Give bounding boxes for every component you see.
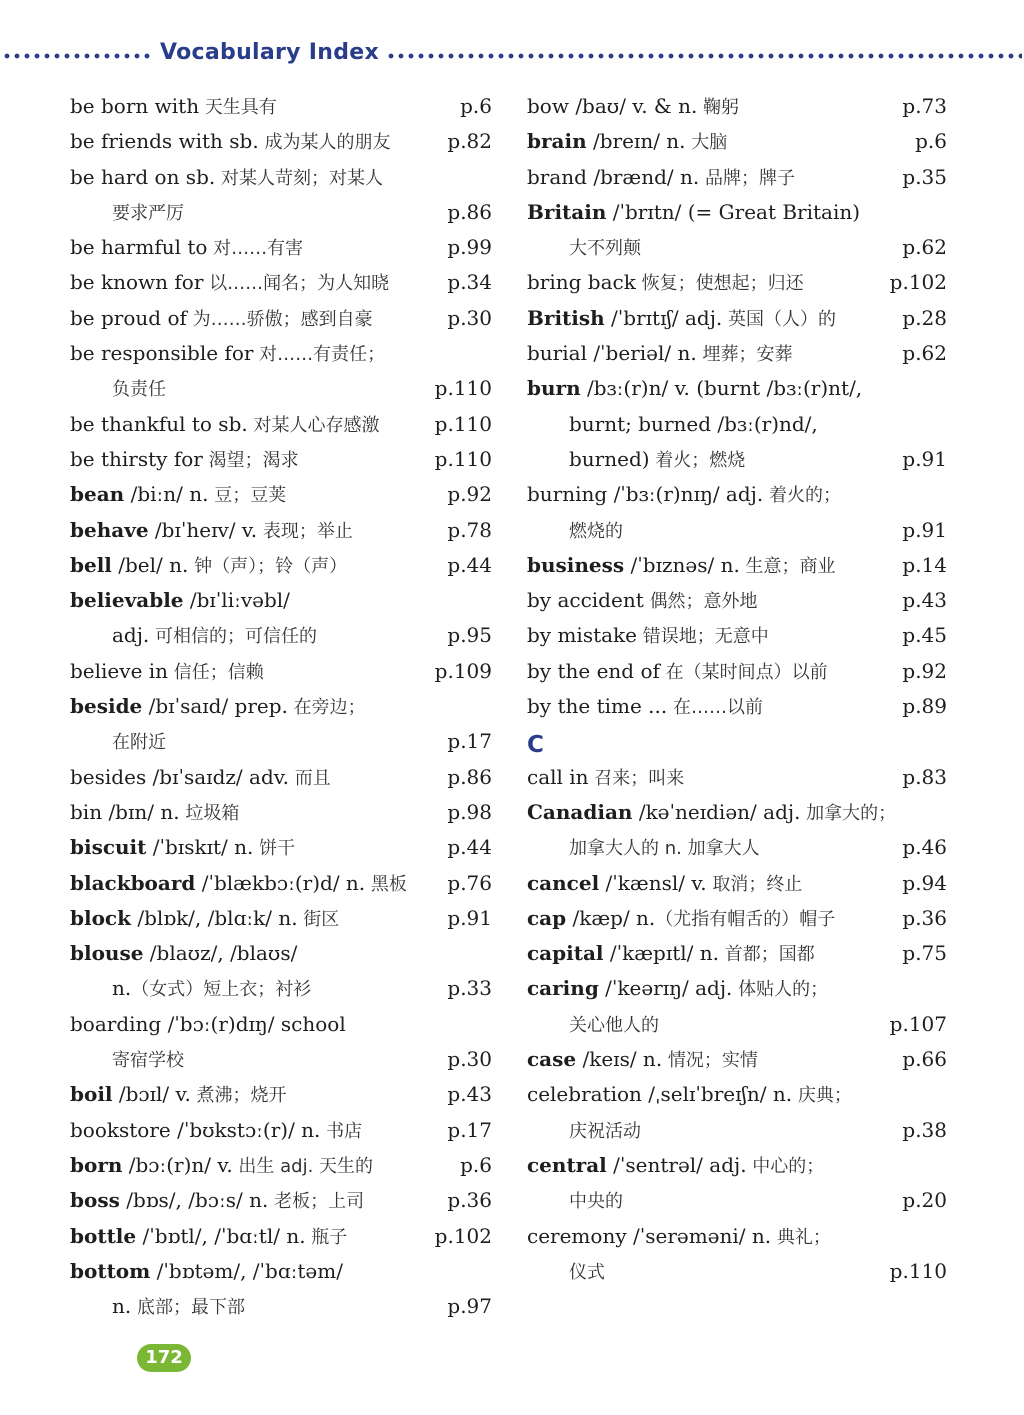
chinese-gloss: 垃圾箱	[179, 802, 240, 824]
index-entry-line	[527, 583, 947, 618]
index-entry-line	[70, 371, 492, 406]
chinese-gloss: 着火；燃烧	[649, 449, 746, 471]
entry-text: /ˈbɒtəm/, /ˈbɑːtəm/	[150, 1258, 343, 1283]
entry-text: n.	[112, 1294, 132, 1319]
chinese-gloss: 恢复；使想起；归还	[635, 273, 804, 295]
page-ref: p.97	[447, 1294, 492, 1319]
entry-text: by the time ...	[527, 694, 668, 719]
page-ref: p.62	[902, 341, 947, 366]
chinese-gloss: 为……骄傲；感到自豪	[186, 308, 373, 330]
entry-text: /bɔː(r)n/ v.	[122, 1152, 233, 1177]
index-entry-line	[527, 230, 947, 265]
page-ref: p.38	[902, 1117, 947, 1142]
entry-text: be responsible for	[70, 341, 254, 366]
entry-text: be friends with sb.	[70, 129, 259, 154]
index-entry-line	[70, 866, 492, 901]
page-ref: p.110	[434, 411, 492, 436]
chinese-gloss: 召来；叫来	[588, 767, 685, 789]
index-entry-line	[527, 901, 947, 936]
index-entry-line	[70, 195, 492, 230]
index-entry-line	[70, 618, 492, 653]
chinese-gloss: 生意；商业	[739, 555, 836, 577]
page-ref: p.98	[447, 799, 492, 824]
headword: block	[70, 905, 131, 930]
headword: bottom	[70, 1258, 151, 1283]
page-ref: p.30	[447, 305, 492, 330]
chinese-gloss: 渴望；渴求	[202, 449, 299, 471]
entry-text: be harmful to	[70, 235, 208, 260]
index-entry-line	[70, 795, 492, 830]
entry-text: /bɪˈliːvəbl/	[183, 588, 290, 613]
chinese-gloss: 英国（人）的	[722, 308, 837, 330]
index-entry-line	[527, 1148, 947, 1183]
page-ref: p.92	[447, 482, 492, 507]
chinese-gloss: 大脑	[685, 132, 728, 154]
index-entry-line	[527, 1007, 947, 1042]
headword: believable	[70, 588, 184, 613]
index-entry-line	[70, 160, 492, 195]
page-ref: p.102	[434, 1223, 492, 1248]
chinese-gloss: 体贴人的；	[732, 979, 829, 1001]
chinese-gloss: 以……闻名；为人知晓	[203, 273, 390, 295]
page-ref: p.89	[902, 694, 947, 719]
index-entry-line	[70, 548, 492, 583]
chinese-gloss: 书店	[320, 1120, 363, 1142]
page-ref: p.46	[902, 835, 947, 860]
index-entry-line	[527, 548, 947, 583]
index-entry-line	[70, 89, 492, 124]
entry-text: /ˈkænsl/ v.	[599, 870, 707, 895]
entry-text: burning /ˈbɜː(r)nɪŋ/ adj.	[527, 482, 764, 507]
chinese-gloss: 庆祝活动	[569, 1120, 641, 1142]
headword: behave	[70, 517, 149, 542]
chinese-gloss: 表现；举止	[257, 520, 353, 542]
page-ref: p.6	[915, 129, 947, 154]
chinese-gloss: 底部；最下部	[131, 1297, 245, 1319]
page-ref: p.110	[889, 1258, 947, 1283]
page-ref: p.91	[902, 517, 947, 542]
entry-text: besides /bɪˈsaɪdz/ adv.	[70, 764, 290, 789]
headword: biscuit	[70, 835, 147, 860]
index-entry-line	[70, 513, 492, 548]
index-entry-line	[527, 160, 947, 195]
chinese-gloss: 豆；豆荚	[208, 485, 287, 507]
index-entry-line	[70, 971, 492, 1006]
entry-text: /blaʊz/, /blaʊs/	[143, 941, 298, 966]
page-ref: p.110	[434, 376, 492, 401]
entry-text: /bel/ n.	[111, 552, 189, 577]
entry-text: by accident	[527, 588, 644, 613]
index-entry-line	[527, 477, 947, 512]
dotted-rule-left	[2, 53, 150, 59]
page-ref: p.86	[447, 764, 492, 789]
page-ref: p.6	[460, 1152, 492, 1177]
chinese-gloss: 取消；终止	[706, 873, 803, 895]
index-entry-line	[70, 583, 492, 618]
page-title: Vocabulary Index	[160, 40, 379, 65]
headword: blackboard	[70, 870, 196, 895]
page-ref: p.102	[889, 270, 947, 295]
index-entry-line	[70, 654, 492, 689]
entry-text: burned)	[569, 446, 650, 471]
chinese-gloss: 在……以前	[667, 697, 763, 719]
index-entry-line	[527, 371, 947, 406]
entry-text: burial /ˈberiəl/ n.	[527, 341, 697, 366]
page-ref: p.43	[902, 588, 947, 613]
index-entry-line	[70, 724, 492, 759]
index-entry-line	[527, 795, 947, 830]
page-ref: p.28	[902, 305, 947, 330]
entry-text: be hard on sb.	[70, 164, 216, 189]
page-ref: p.62	[902, 235, 947, 260]
index-entry-line	[70, 936, 492, 971]
chinese-gloss: 偶然；意外地	[643, 591, 758, 613]
page-ref: p.44	[447, 835, 492, 860]
page-ref: p.33	[447, 976, 492, 1001]
page-ref: p.35	[902, 164, 947, 189]
chinese-gloss: 负责任	[112, 379, 166, 401]
chinese-gloss: 老板；上司	[268, 1191, 365, 1213]
chinese-gloss: 对某人心存感激	[247, 414, 380, 436]
headword: boss	[70, 1188, 120, 1213]
index-entry-line	[70, 301, 492, 336]
chinese-gloss: 在附近	[112, 732, 166, 754]
chinese-gloss: 情况；实情	[662, 1050, 758, 1072]
chinese-gloss: 对某人苛刻；对某人	[215, 167, 383, 189]
index-entry-line	[70, 1289, 492, 1324]
headword: central	[527, 1152, 607, 1177]
entry-text: /ˈbɪznəs/ n.	[624, 552, 740, 577]
chinese-gloss: 煮沸；烧开	[190, 1085, 287, 1107]
page-ref: p.45	[902, 623, 947, 648]
chinese-gloss: 可相信的；可信任的	[149, 626, 318, 648]
page-ref: p.92	[902, 658, 947, 683]
page-ref: p.75	[902, 941, 947, 966]
entry-text: /bɪˈsaɪd/ prep.	[142, 694, 288, 719]
index-entry-line	[70, 1007, 492, 1042]
chinese-gloss: 瓶子	[305, 1226, 348, 1248]
index-entry-line	[527, 1183, 947, 1218]
index-entry-line	[70, 442, 492, 477]
index-entry-line	[527, 513, 947, 548]
index-entry-line	[527, 442, 947, 477]
page-ref: p.107	[889, 1011, 947, 1036]
page-ref: p.17	[447, 1117, 492, 1142]
index-entry-line	[70, 1077, 492, 1112]
entry-text: brand /brænd/ n.	[527, 164, 700, 189]
chinese-gloss: 在旁边；	[287, 697, 366, 719]
headword: Canadian	[527, 799, 633, 824]
chinese-gloss: 仪式	[569, 1261, 605, 1283]
page-ref: p.91	[902, 446, 947, 471]
page-ref: p.82	[447, 129, 492, 154]
index-entry-line	[527, 1077, 947, 1112]
page-ref: p.36	[447, 1188, 492, 1213]
entry-text: /ˈkæpɪtl/ n.	[603, 941, 719, 966]
headword: cancel	[527, 870, 600, 895]
page-ref: p.94	[902, 870, 947, 895]
page-ref: p.20	[902, 1188, 947, 1213]
entry-text: be known for	[70, 270, 204, 295]
page-ref: p.86	[447, 199, 492, 224]
index-entry-line	[527, 689, 947, 724]
index-header	[0, 38, 1024, 74]
headword: brain	[527, 129, 587, 154]
chinese-gloss: （女式）短上衣；衬衫	[131, 979, 312, 1001]
entry-text: /breɪn/ n.	[586, 129, 686, 154]
chinese-gloss: 大不列颠	[569, 238, 641, 260]
index-entry-line	[527, 265, 947, 300]
page-ref: p.43	[447, 1082, 492, 1107]
chinese-gloss: （尤指有帽舌的）帽子	[655, 908, 836, 930]
index-entry-line	[70, 230, 492, 265]
chinese-gloss: 对……有害	[207, 238, 304, 260]
chinese-gloss: 品牌；牌子	[699, 167, 795, 189]
entry-text: /bɒs/, /bɔːs/ n.	[119, 1188, 269, 1213]
index-entry-line	[70, 689, 492, 724]
entry-text: bow /baʊ/ v. & n.	[527, 94, 698, 118]
index-entry-line	[527, 830, 947, 865]
page-ref: p.36	[902, 905, 947, 930]
chinese-gloss: 在（某时间点）以前	[659, 661, 828, 683]
index-entry-line	[70, 1113, 492, 1148]
page-ref: p.95	[447, 623, 492, 648]
headword: bean	[70, 482, 125, 507]
chinese-gloss: 成为某人的朋友	[258, 132, 391, 154]
headword: boil	[70, 1082, 113, 1107]
entry-text: /ˈbɒtl/, /ˈbɑːtl/ n.	[136, 1223, 306, 1248]
index-entry-line	[70, 1183, 492, 1218]
entry-text: celebration /ˌselɪˈbreɪʃn/ n.	[527, 1082, 793, 1107]
index-entry-line	[527, 1219, 947, 1254]
chinese-gloss: 加拿大人的 n. 加拿大人	[569, 838, 760, 860]
page-ref: p.109	[434, 658, 492, 683]
chinese-gloss: 庆典；	[792, 1085, 852, 1107]
chinese-gloss: 钟（声）；铃（声）	[188, 555, 348, 577]
chinese-gloss: 加拿大的；	[800, 802, 897, 824]
entry-text: adj.	[112, 623, 150, 648]
entry-text: by mistake	[527, 623, 637, 648]
chinese-gloss: 错误地；无意中	[637, 626, 769, 648]
index-entry-line	[70, 477, 492, 512]
index-entry-line	[70, 407, 492, 442]
index-entry-line	[527, 301, 947, 336]
section-letter: C	[527, 732, 544, 759]
chinese-gloss: 而且	[289, 767, 331, 789]
chinese-gloss: 天生具有	[199, 97, 277, 118]
chinese-gloss: 关心他人的	[569, 1014, 659, 1036]
entry-text: believe in	[70, 658, 169, 683]
chinese-gloss: 首都；国都	[719, 944, 815, 966]
page-ref: p.14	[902, 552, 947, 577]
index-entry-line	[527, 1042, 947, 1077]
entry-text: /ˈsentrəl/ adj.	[606, 1152, 747, 1177]
headword: bottle	[70, 1223, 137, 1248]
dotted-rule-right	[386, 53, 1022, 59]
chinese-gloss: 饼干	[253, 838, 296, 860]
entry-text: n.	[112, 976, 132, 1001]
index-entry-line	[527, 124, 947, 159]
page-ref: p.44	[447, 552, 492, 577]
entry-text: /ˈbrɪtn/ (= Great Britain)	[606, 199, 861, 224]
chinese-gloss: 鞠躬	[697, 97, 740, 118]
index-entry-line	[527, 654, 947, 689]
headword: case	[527, 1047, 577, 1072]
headword: cap	[527, 905, 567, 930]
index-entry-line	[527, 936, 947, 971]
entry-text: call in	[527, 764, 589, 789]
page-ref: p.83	[902, 764, 947, 789]
page-ref: p.110	[434, 446, 492, 471]
entry-text: be proud of	[70, 305, 187, 330]
index-entry-line	[527, 618, 947, 653]
chinese-gloss: 黑板	[365, 873, 407, 895]
chinese-gloss: 对……有责任；	[253, 344, 386, 366]
entry-text: boarding /ˈbɔː(r)dɪŋ/ school	[70, 1011, 346, 1036]
entry-text: /kæp/ n.	[566, 905, 656, 930]
entry-text: be thirsty for	[70, 446, 203, 471]
index-entry-line	[70, 760, 492, 795]
chinese-gloss: 信任；信赖	[168, 661, 264, 683]
entry-text: /ˈbɪskɪt/ n.	[146, 835, 254, 860]
headword: capital	[527, 941, 604, 966]
chinese-gloss: 寄宿学校	[112, 1050, 184, 1072]
right-column	[527, 89, 947, 1289]
chinese-gloss: 埋葬；安葬	[696, 344, 793, 366]
entry-text: /bɜː(r)n/ v. (burnt /bɜː(r)nt/,	[580, 376, 863, 401]
page-ref: p.6	[460, 94, 492, 118]
index-entry-line	[70, 336, 492, 371]
index-entry-line	[70, 1254, 492, 1289]
page-ref: p.73	[902, 94, 947, 118]
chinese-gloss: 街区	[297, 908, 340, 930]
entry-text: /ˈblækbɔː(r)d/ n.	[195, 870, 366, 895]
index-entry-line	[70, 1042, 492, 1077]
page-ref: p.17	[447, 729, 492, 754]
entry-text: be thankful to sb.	[70, 411, 248, 436]
chinese-gloss: 着火的；	[763, 485, 841, 507]
headword: business	[527, 552, 625, 577]
index-entry-line	[527, 89, 947, 124]
index-entry-line	[70, 830, 492, 865]
headword: beside	[70, 694, 143, 719]
entry-text: by the end of	[527, 658, 660, 683]
chinese-gloss: 典礼；	[771, 1226, 831, 1248]
left-column	[70, 89, 492, 1324]
index-entry-line	[70, 901, 492, 936]
entry-text: /blɒk/, /blɑːk/ n.	[130, 905, 298, 930]
index-entry-line	[527, 336, 947, 371]
page-ref: p.78	[447, 517, 492, 542]
page-ref: p.66	[902, 1047, 947, 1072]
headword: caring	[527, 976, 599, 1001]
headword: Britain	[527, 199, 607, 224]
entry-text: /ˈkeərɪŋ/ adj.	[598, 976, 733, 1001]
entry-text: /biːn/ n.	[124, 482, 209, 507]
page-ref: p.30	[447, 1047, 492, 1072]
index-entry-line	[527, 760, 947, 795]
index-entry-line	[527, 866, 947, 901]
headword: British	[527, 305, 605, 330]
page-ref: p.99	[447, 235, 492, 260]
index-entry-line	[70, 265, 492, 300]
entry-text: be born with	[70, 94, 200, 118]
entry-text: bookstore /ˈbʊkstɔː(r)/ n.	[70, 1117, 321, 1142]
entry-text: /keɪs/ n.	[576, 1047, 663, 1072]
entry-text: ceremony /ˈserəməni/ n.	[527, 1223, 772, 1248]
chinese-gloss: 中心的；	[746, 1155, 825, 1177]
headword: bell	[70, 552, 112, 577]
headword: blouse	[70, 941, 144, 966]
entry-text: /bɪˈheɪv/ v.	[148, 517, 258, 542]
page-ref: p.34	[447, 270, 492, 295]
index-entry-line	[527, 1254, 947, 1289]
entry-text: /kəˈneɪdiən/ adj.	[632, 799, 801, 824]
headword: burn	[527, 376, 581, 401]
entry-text: bin /bɪn/ n.	[70, 799, 180, 824]
page-ref: p.91	[447, 905, 492, 930]
index-entry-line	[527, 407, 947, 442]
entry-text: /ˈbrɪtɪʃ/ adj.	[604, 305, 723, 330]
entry-text: burnt; burned /bɜː(r)nd/,	[569, 411, 818, 436]
page-number-badge: 172	[137, 1344, 191, 1372]
index-entry-line	[70, 1148, 492, 1183]
page-ref: p.76	[447, 870, 492, 895]
index-entry-line	[527, 971, 947, 1006]
entry-text: /bɔɪl/ v.	[112, 1082, 191, 1107]
chinese-gloss: 中央的	[569, 1191, 623, 1213]
index-entry-line	[70, 124, 492, 159]
headword: born	[70, 1152, 123, 1177]
index-entry-line	[70, 1219, 492, 1254]
chinese-gloss: 出生 adj. 天生的	[232, 1155, 374, 1177]
entry-text: bring back	[527, 270, 636, 295]
index-entry-line	[527, 195, 947, 230]
chinese-gloss: 燃烧的	[569, 520, 623, 542]
index-entry-line	[527, 1113, 947, 1148]
chinese-gloss: 要求严厉	[112, 202, 184, 224]
